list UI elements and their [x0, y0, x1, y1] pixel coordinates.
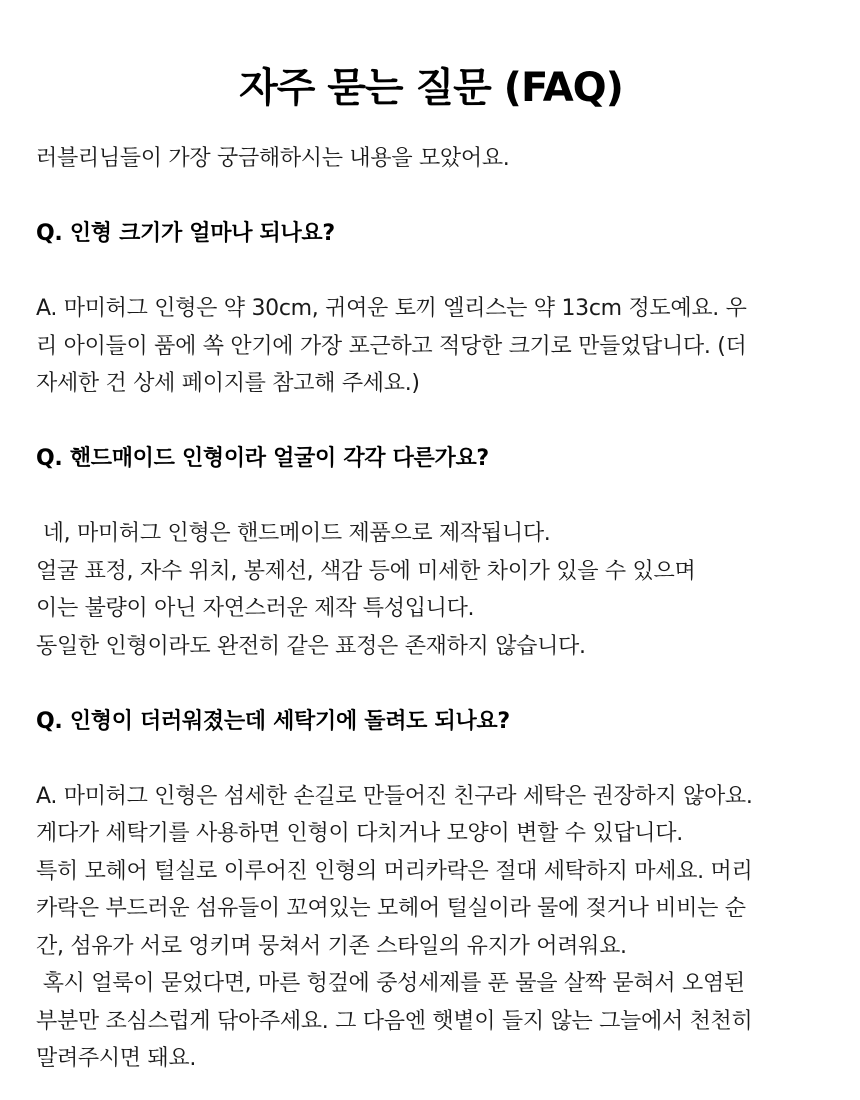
faq-answer-line: 카락은 부드러운 섬유들이 꼬여있는 모헤어 털실이라 물에 젖거나 비비는 순	[36, 896, 746, 921]
faq-document	[36, 52, 826, 1078]
faq-answer-line: 얼굴 표정, 자수 위치, 봉제선, 색감 등에 미세한 차이가 있을 수 있으며	[36, 558, 696, 584]
faq-item	[36, 215, 826, 403]
spacer	[36, 740, 826, 778]
faq-answer-line: 리 아이들이 품에 쏙 안기에 가장 포근하고 적당한 크기로 만들었답니다. (더	[36, 333, 747, 359]
faq-answer-line: 특히 모헤어 털실로 이루어진 인형의 머리카락은 절대 세탁하지 마세요. 머리	[36, 858, 753, 884]
faq-answer-line: A. 마미허그 인형은 약 30cm, 귀여운 토끼 엘리스는 약 13cm 정도예요. 우	[36, 296, 747, 321]
faq-answer-line: 네, 마미허그 인형은 핸드메이드 제품으로 제작됩니다.	[36, 521, 551, 546]
page-title: 자주 묻는 질문 (FAQ)	[239, 65, 623, 111]
faq-answer-line: 말려주시면 돼요.	[36, 1046, 197, 1071]
faq-question: Q. 인형 크기가 얼마나 되나요?	[36, 221, 335, 246]
intro-text: 러블리님들이 가장 궁금해하시는 내용을 모았어요.	[36, 146, 510, 171]
faq-answer-line: 혹시 얼룩이 묻었다면, 마른 헝겊에 중성세제를 푼 물을 살짝 묻혀서 오염된	[36, 971, 745, 996]
faq-answer-line: 간, 섬유가 서로 엉키며 뭉쳐서 기존 스타일의 유지가 어려워요.	[36, 933, 627, 959]
faq-answer-line: 이는 불량이 아닌 자연스러운 제작 특성입니다.	[36, 596, 475, 621]
faq-item	[36, 440, 826, 665]
faq-answer-line: 동일한 인형이라도 완전히 같은 표정은 존재하지 않습니다.	[36, 633, 586, 659]
faq-answer-line: 자세한 건 상세 페이지를 참고해 주세요.)	[36, 371, 420, 396]
spacer	[36, 665, 826, 703]
faq-answer-line: A. 마미허그 인형은 섬세한 손길로 만들어진 친구라 세탁은 권장하지 않아요.	[36, 783, 753, 809]
spacer	[36, 478, 826, 516]
spacer	[36, 253, 826, 291]
faq-answer-line: 게다가 세탁기를 사용하면 인형이 다치거나 모양이 변할 수 있답니다.	[36, 821, 683, 846]
faq-item	[36, 703, 826, 1078]
spacer	[36, 178, 826, 216]
faq-answer-line: 부분만 조심스럽게 닦아주세요. 그 다음엔 햇볕이 들지 않는 그늘에서 천천히	[36, 1008, 753, 1034]
faq-question: Q. 인형이 더러워졌는데 세탁기에 돌려도 되나요?	[36, 708, 510, 734]
faq-question: Q. 핸드매이드 인형이라 얼굴이 각각 다른가요?	[36, 446, 489, 471]
spacer	[36, 403, 826, 441]
